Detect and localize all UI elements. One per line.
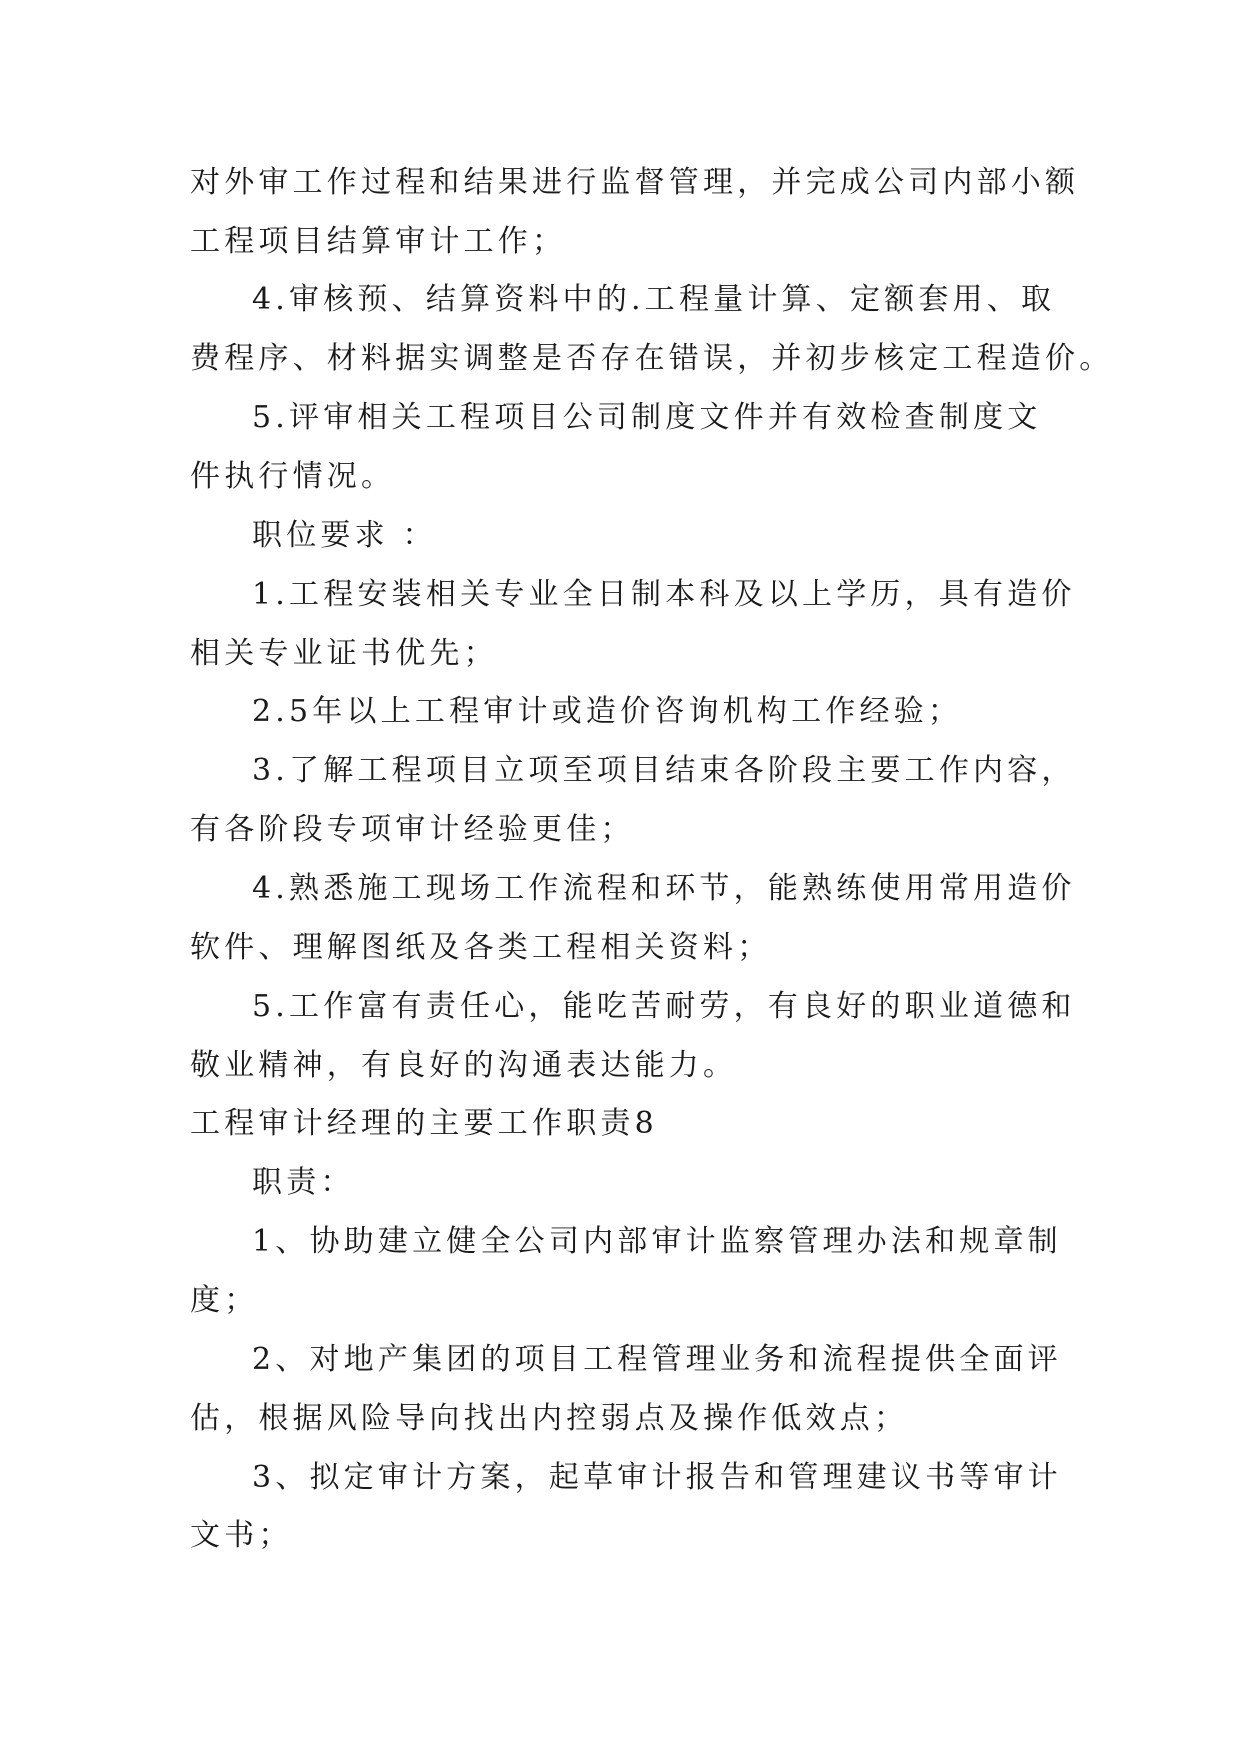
list-item: 1.工程安装相关专业全日制本科及以上学历，具有造价 (252, 577, 1076, 612)
text-line: 有各阶段专项审计经验更佳； (190, 812, 635, 847)
section-heading: 职责： (252, 1165, 355, 1200)
text-line: 估，根据风险导向找出内控弱点及操作低效点； (190, 1401, 909, 1436)
text-line: 工程项目结算审计工作； (190, 224, 567, 259)
text-line: 度； (190, 1283, 259, 1318)
text-line: 敬业精神，有良好的沟通表达能力。 (190, 1048, 738, 1083)
section-heading: 职位要求 ： (252, 518, 437, 553)
list-item: 4.熟悉施工现场工作流程和环节，能熟练使用常用造价 (252, 871, 1076, 906)
list-item: 3、拟定审计方案，起草审计报告和管理建议书等审计 (252, 1460, 1062, 1495)
list-item: 3.了解工程项目立项至项目结束各阶段主要工作内容， (252, 753, 1076, 788)
list-item: 2.5年以上工程审计或造价咨询机构工作经验； (252, 694, 963, 729)
section-title: 工程审计经理的主要工作职责8 (190, 1106, 658, 1141)
text-line: 费程序、材料据实调整是否存在错误，并初步核定工程造价。 (190, 341, 1114, 376)
list-item: 2、对地产集团的项目工程管理业务和流程提供全面评 (252, 1342, 1062, 1377)
list-item: 4.审核预、结算资料中的.工程量计算、定额套用、取 (252, 282, 1056, 317)
text-line: 件执行情况。 (190, 459, 396, 494)
list-item: 5.评审相关工程项目公司制度文件并有效检查制度文 (252, 400, 1042, 435)
text-line: 文书； (190, 1518, 293, 1553)
text-line: 对外审工作过程和结果进行监督管理，并完成公司内部小额 (190, 165, 1080, 200)
list-item: 1、协助建立健全公司内部审计监察管理办法和规章制 (252, 1224, 1062, 1259)
text-line: 软件、理解图纸及各类工程相关资料； (190, 930, 772, 965)
list-item: 5.工作富有责任心，能吃苦耐劳，有良好的职业道德和 (252, 989, 1076, 1024)
text-line: 相关专业证书优先； (190, 636, 498, 671)
